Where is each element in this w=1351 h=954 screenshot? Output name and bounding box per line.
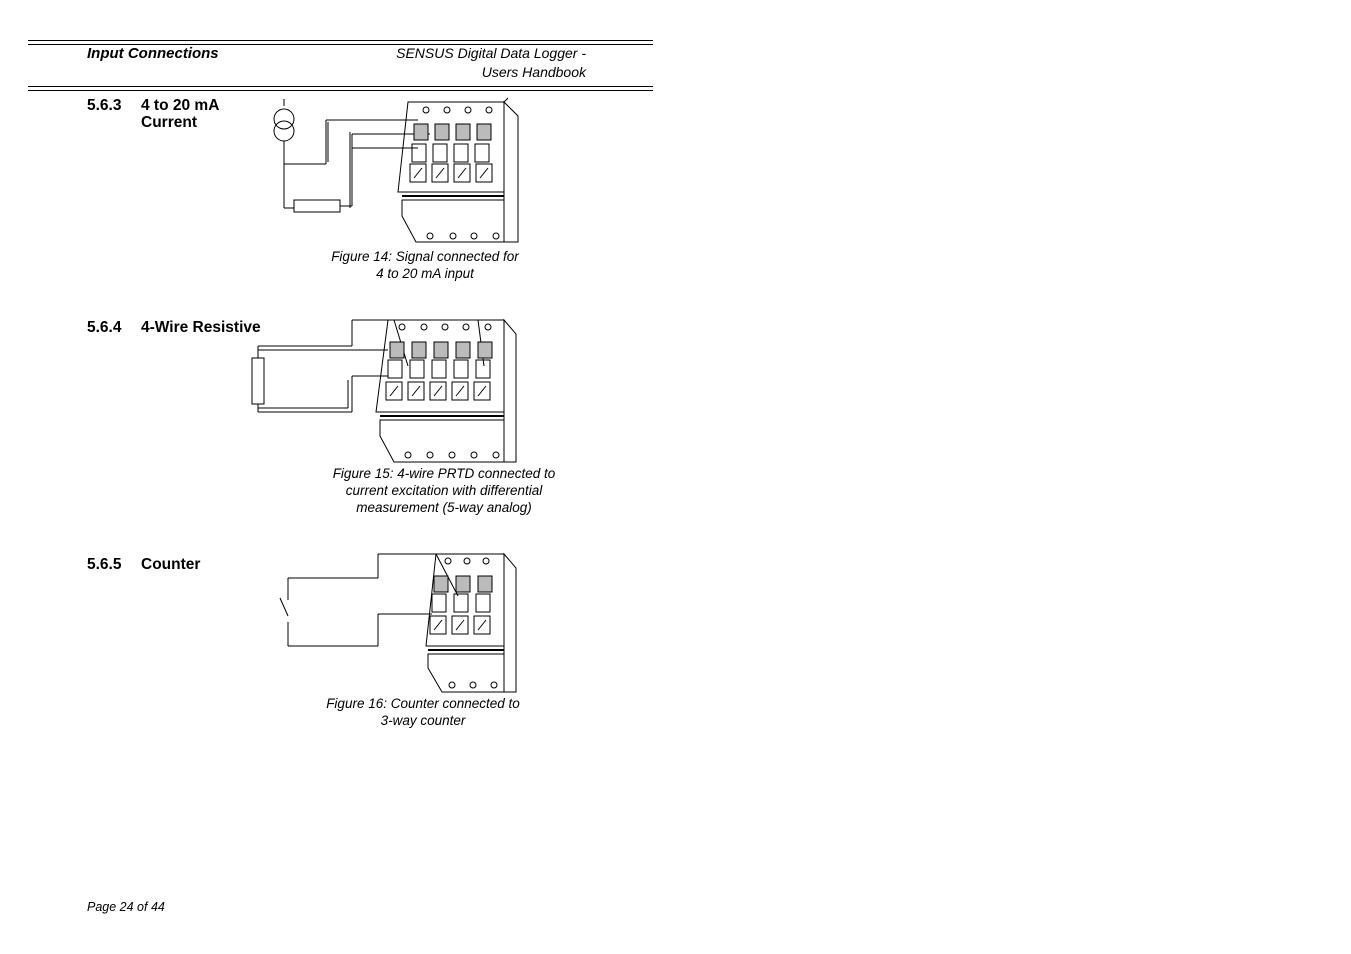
section-title-line1: Counter — [141, 556, 201, 573]
terminal-block-3-way — [426, 554, 516, 692]
figure-15-caption — [316, 465, 572, 516]
section-title-line1: 4 to 20 mA — [141, 97, 220, 114]
prtd-resistor-icon — [252, 358, 264, 404]
section-title — [141, 97, 219, 131]
figure-15-caption-line3: measurement (5-way analog) — [356, 500, 532, 515]
section-number: 5.6.5 — [87, 556, 122, 573]
figure-16-caption-line2: 3-way counter — [380, 713, 466, 728]
resistor-icon — [294, 200, 340, 212]
page-number: Page 24 of 44 — [87, 900, 165, 914]
figure-16-caption-line1: Figure 16: Counter connected to — [326, 696, 520, 711]
header-rule-bottom — [28, 86, 653, 87]
figure-15-caption-line1: Figure 15: 4-wire PRTD connected to — [332, 466, 556, 481]
section-title-line2: Current — [141, 114, 197, 131]
section-number: 5.6.4 — [87, 319, 122, 336]
header-section-title: Input Connections — [87, 45, 219, 62]
header-rule-top — [28, 40, 653, 41]
figure-16-counter-diagram — [276, 550, 522, 695]
header-document-title — [350, 44, 586, 82]
header-rule-bottom-2 — [28, 90, 653, 91]
terminal-block-5-way — [376, 320, 516, 462]
figure-15-caption-line2: current excitation with differential — [345, 483, 543, 498]
header-document-title-line2: Users Handbook — [481, 64, 586, 80]
figure-14-caption-line1: Figure 14: Signal connected for — [331, 249, 519, 264]
figure-15-4-wire-prtd-diagram — [248, 316, 520, 466]
section-title — [141, 556, 200, 573]
figure-14-current-wiring-diagram — [268, 96, 528, 246]
header-document-title-line1: SENSUS Digital Data Logger - — [396, 45, 586, 61]
current-source-icon — [274, 109, 294, 129]
figure-14-caption-line2: 4 to 20 mA input — [376, 266, 474, 281]
section-number: 5.6.3 — [87, 97, 122, 114]
figure-16-caption — [308, 695, 538, 729]
switch-icon — [280, 598, 288, 616]
figure-14-caption — [310, 248, 540, 282]
section-title — [141, 319, 261, 336]
section-title-line1: 4-Wire Resistive — [141, 319, 261, 336]
